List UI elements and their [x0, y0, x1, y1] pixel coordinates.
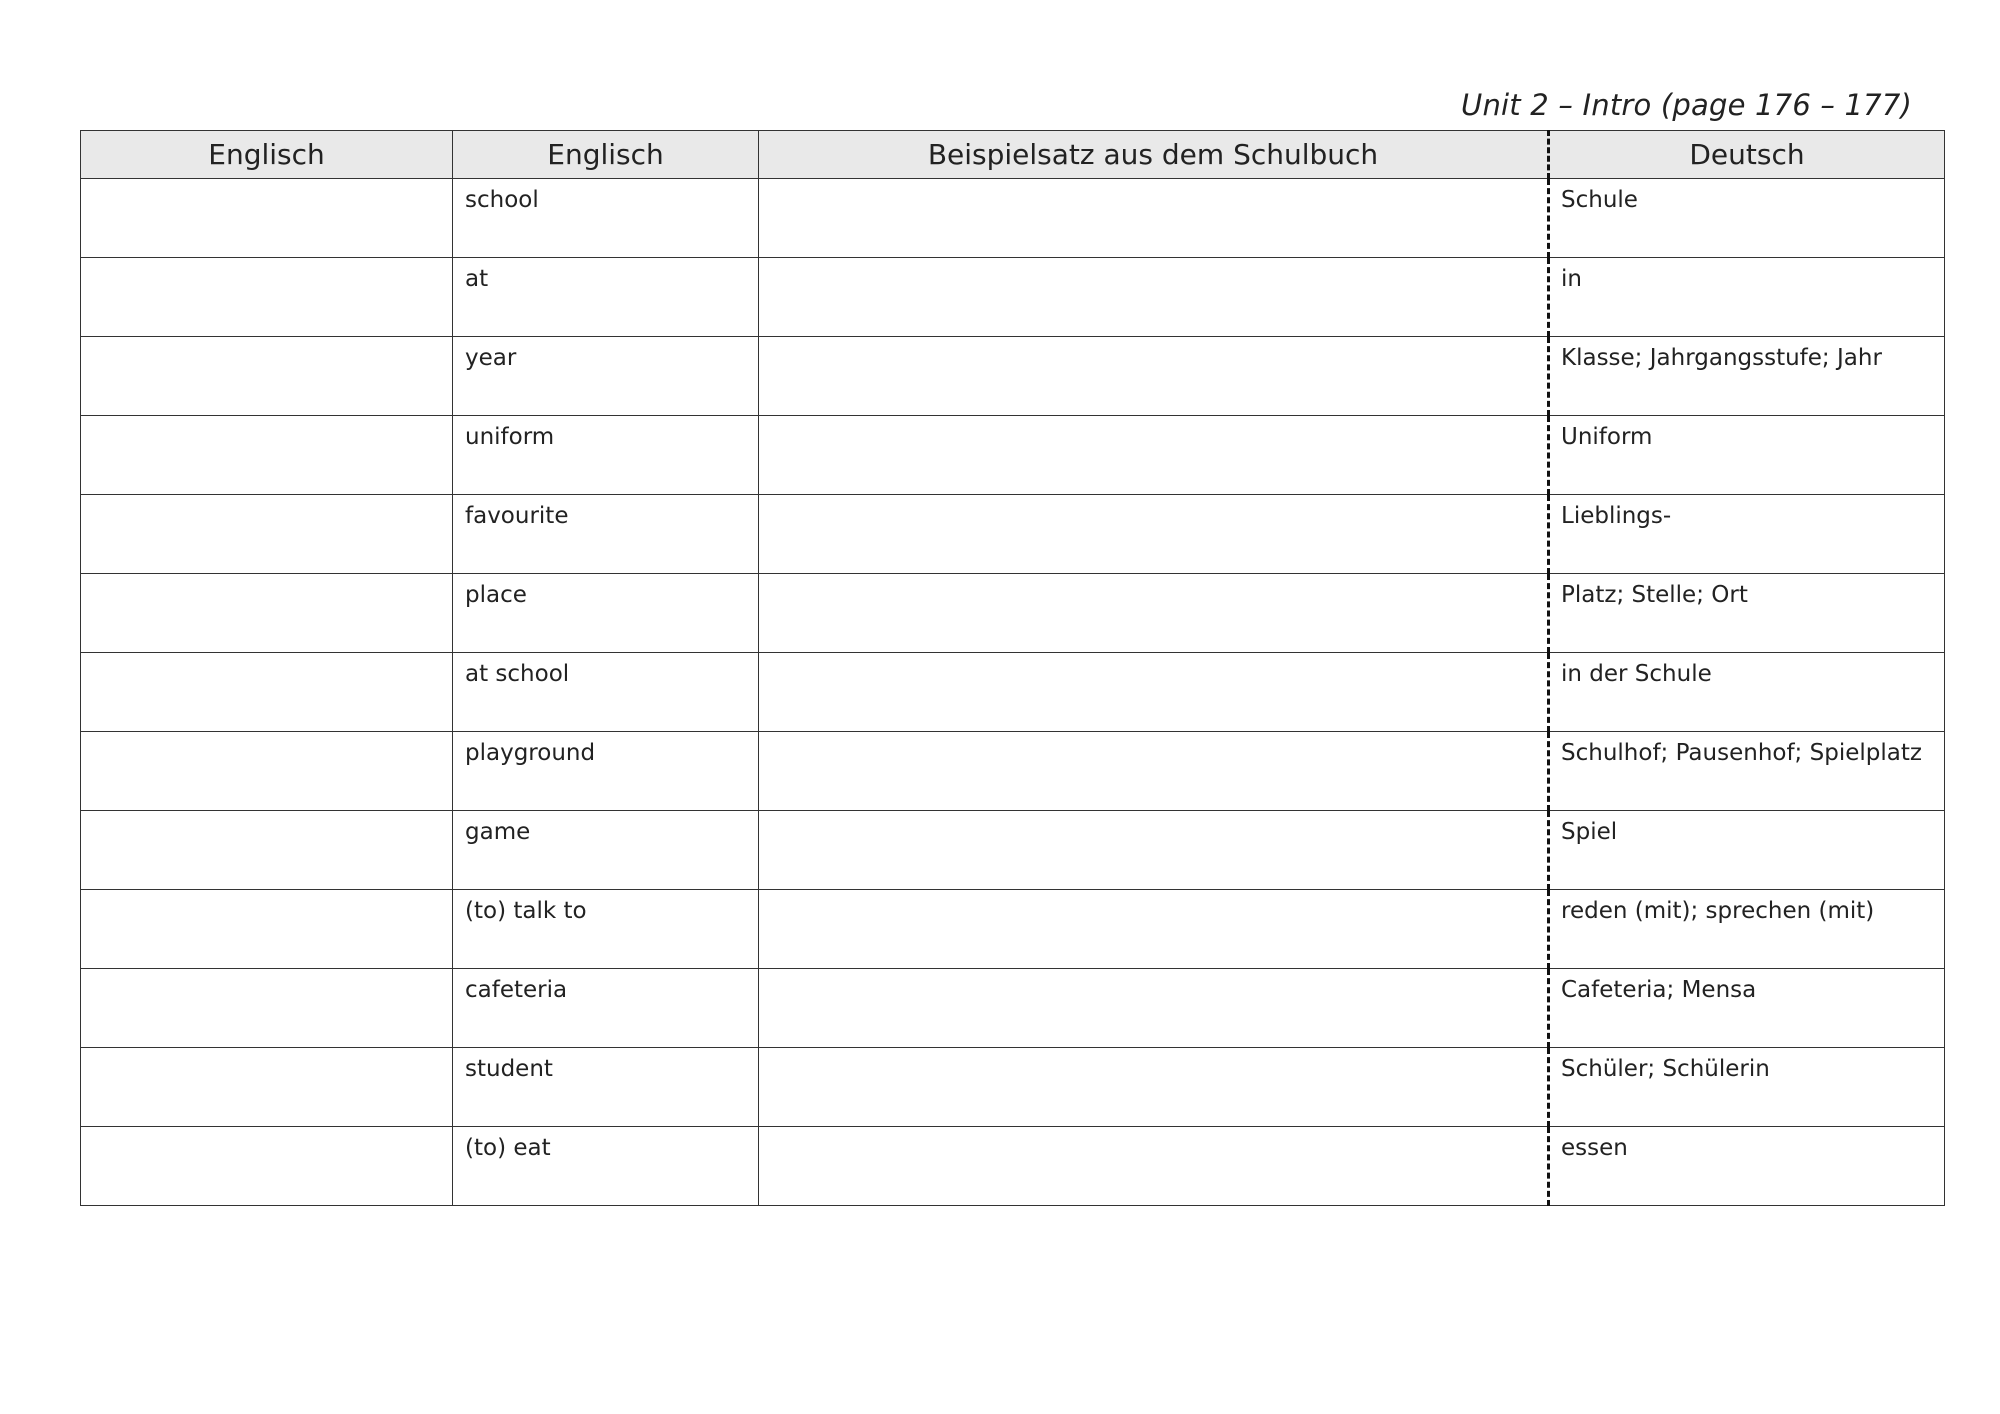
- german-translation: Schule: [1561, 187, 1638, 213]
- example-sentence: [759, 890, 1547, 897]
- german-translation-cell: [1549, 653, 1945, 732]
- german-translation: reden (mit); sprechen (mit): [1561, 898, 1875, 924]
- table-row: [81, 969, 1945, 1048]
- english-blank-text: [81, 416, 452, 423]
- german-translation-cell: [1549, 1048, 1945, 1127]
- example-sentence-cell: [759, 890, 1549, 969]
- column-header-example-sentence: Beispielsatz aus dem Schulbuch: [759, 131, 1549, 179]
- english-word: school: [465, 187, 539, 213]
- german-translation: Platz; Stelle; Ort: [1561, 582, 1748, 608]
- german-translation: essen: [1561, 1135, 1628, 1161]
- english-blank-cell: [81, 969, 453, 1048]
- german-translation-cell: [1549, 1127, 1945, 1206]
- german-translation: Cafeteria; Mensa: [1561, 977, 1757, 1003]
- table-row: [81, 1127, 1945, 1206]
- example-sentence: [759, 1127, 1547, 1134]
- english-blank-cell: [81, 1048, 453, 1127]
- english-word: playground: [465, 740, 596, 766]
- table-row: [81, 574, 1945, 653]
- english-blank-cell: [81, 179, 453, 258]
- english-word: (to) talk to: [465, 898, 587, 924]
- english-blank-text: [81, 337, 452, 344]
- english-word: at school: [465, 661, 570, 687]
- english-blank-text: [81, 969, 452, 976]
- example-sentence: [759, 416, 1547, 423]
- example-sentence: [759, 653, 1547, 660]
- english-word-cell: [453, 890, 759, 969]
- english-blank-text: [81, 258, 452, 265]
- english-blank-cell: [81, 890, 453, 969]
- example-sentence-cell: [759, 1127, 1549, 1206]
- english-word-cell: [453, 337, 759, 416]
- column-header-english-1: Englisch: [81, 131, 453, 179]
- table-row: [81, 1048, 1945, 1127]
- table-row: [81, 890, 1945, 969]
- english-word-cell: [453, 732, 759, 811]
- german-translation-cell: [1549, 969, 1945, 1048]
- english-word-cell: [453, 179, 759, 258]
- english-blank-cell: [81, 653, 453, 732]
- table-row: [81, 811, 1945, 890]
- english-word: year: [465, 345, 517, 371]
- example-sentence-cell: [759, 574, 1549, 653]
- example-sentence-cell: [759, 969, 1549, 1048]
- example-sentence: [759, 258, 1547, 265]
- english-word-cell: [453, 653, 759, 732]
- example-sentence-cell: [759, 1048, 1549, 1127]
- example-sentence-cell: [759, 416, 1549, 495]
- english-word: uniform: [465, 424, 555, 450]
- german-translation-cell: [1549, 890, 1945, 969]
- table-row: [81, 179, 1945, 258]
- page-heading: Unit 2 – Intro (page 176 – 177): [1461, 88, 1912, 122]
- english-blank-cell: [81, 258, 453, 337]
- english-word-cell: [453, 258, 759, 337]
- english-blank-text: [81, 495, 452, 502]
- english-blank-text: [81, 732, 452, 739]
- example-sentence-cell: [759, 337, 1549, 416]
- example-sentence: [759, 495, 1547, 502]
- english-word-cell: [453, 495, 759, 574]
- english-word-cell: [453, 1048, 759, 1127]
- table-header-row: [81, 131, 1945, 179]
- german-translation: Lieblings-: [1561, 503, 1672, 529]
- english-blank-text: [81, 574, 452, 581]
- example-sentence-cell: [759, 653, 1549, 732]
- english-word-cell: [453, 811, 759, 890]
- example-sentence-cell: [759, 258, 1549, 337]
- german-translation-cell: [1549, 732, 1945, 811]
- table-row: [81, 495, 1945, 574]
- german-translation-cell: [1549, 179, 1945, 258]
- german-translation: Klasse; Jahrgangsstufe; Jahr: [1561, 345, 1882, 371]
- german-translation: Schulhof; Pausenhof; Spielplatz: [1561, 740, 1922, 766]
- vocabulary-table: [80, 130, 1945, 1206]
- example-sentence-cell: [759, 179, 1549, 258]
- german-translation-cell: [1549, 416, 1945, 495]
- english-blank-text: [81, 1127, 452, 1134]
- table-row: [81, 732, 1945, 811]
- english-blank-cell: [81, 495, 453, 574]
- german-translation-cell: [1549, 258, 1945, 337]
- english-word-cell: [453, 1127, 759, 1206]
- example-sentence: [759, 179, 1547, 186]
- english-word-cell: [453, 969, 759, 1048]
- english-word: favourite: [465, 503, 569, 529]
- english-blank-cell: [81, 416, 453, 495]
- column-header-german: Deutsch: [1549, 131, 1945, 179]
- english-blank-text: [81, 811, 452, 818]
- english-word-cell: [453, 574, 759, 653]
- german-translation: Spiel: [1561, 819, 1618, 845]
- english-blank-cell: [81, 574, 453, 653]
- german-translation-cell: [1549, 337, 1945, 416]
- english-blank-text: [81, 1048, 452, 1055]
- english-word-cell: [453, 416, 759, 495]
- example-sentence: [759, 732, 1547, 739]
- example-sentence-cell: [759, 732, 1549, 811]
- german-translation: Schüler; Schülerin: [1561, 1056, 1770, 1082]
- german-translation-cell: [1549, 574, 1945, 653]
- english-word: at: [465, 266, 489, 292]
- german-translation-cell: [1549, 811, 1945, 890]
- example-sentence: [759, 574, 1547, 581]
- german-translation-cell: [1549, 495, 1945, 574]
- example-sentence: [759, 811, 1547, 818]
- english-word: game: [465, 819, 531, 845]
- english-word: place: [465, 582, 527, 608]
- example-sentence-cell: [759, 495, 1549, 574]
- table-row: [81, 337, 1945, 416]
- english-blank-cell: [81, 337, 453, 416]
- english-blank-text: [81, 179, 452, 186]
- english-word: cafeteria: [465, 977, 568, 1003]
- table-row: [81, 258, 1945, 337]
- german-translation: Uniform: [1561, 424, 1653, 450]
- english-word: (to) eat: [465, 1135, 551, 1161]
- example-sentence-cell: [759, 811, 1549, 890]
- german-translation: in: [1561, 266, 1582, 292]
- example-sentence: [759, 1048, 1547, 1055]
- table-row: [81, 416, 1945, 495]
- example-sentence: [759, 969, 1547, 976]
- german-translation: in der Schule: [1561, 661, 1712, 687]
- example-sentence: [759, 337, 1547, 344]
- english-blank-text: [81, 890, 452, 897]
- english-blank-cell: [81, 732, 453, 811]
- english-word: student: [465, 1056, 553, 1082]
- table-row: [81, 653, 1945, 732]
- english-blank-cell: [81, 811, 453, 890]
- english-blank-cell: [81, 1127, 453, 1206]
- column-header-english-2: Englisch: [453, 131, 759, 179]
- english-blank-text: [81, 653, 452, 660]
